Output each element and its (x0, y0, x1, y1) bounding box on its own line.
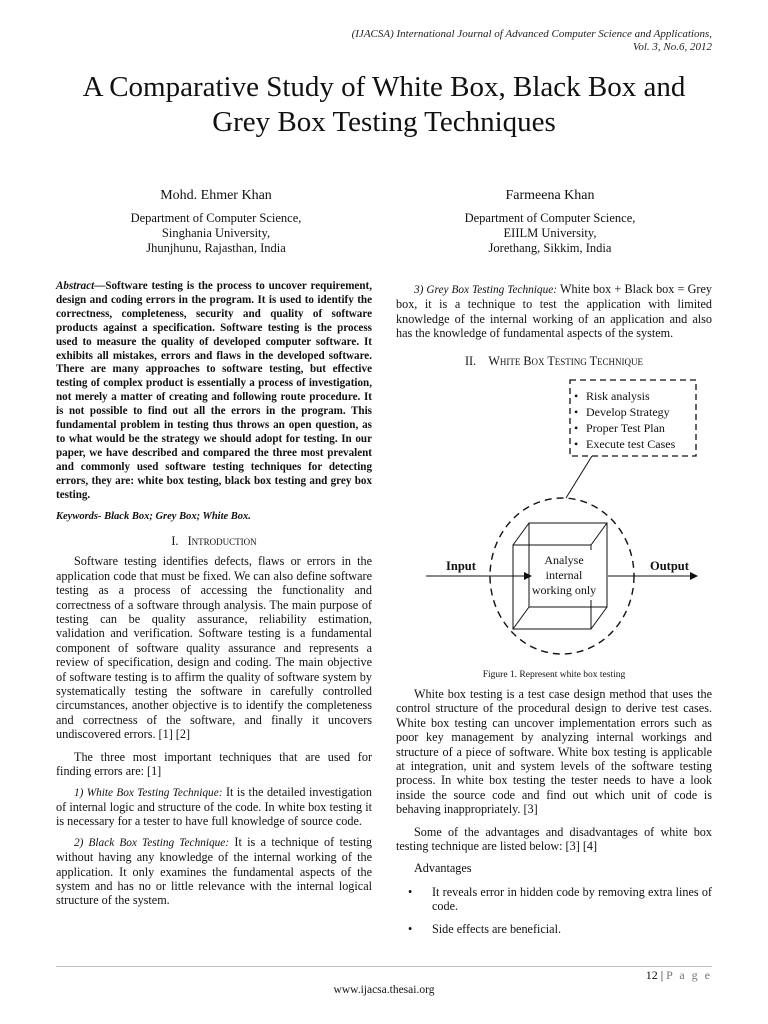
item-label: 3) Grey Box Testing Technique: (414, 284, 558, 296)
page-number-value: 12 (645, 968, 658, 982)
output-label: Output (650, 559, 689, 573)
section-title: White Box Testing Technique (488, 354, 644, 368)
strategy-item: Proper Test Plan (586, 421, 665, 435)
input-label: Input (446, 559, 476, 573)
strategy-bullet-icon: • (574, 437, 579, 451)
title-line-2: Grey Box Testing Techniques (212, 106, 556, 138)
input-arrowhead-icon (524, 572, 532, 580)
section-heading-intro (56, 534, 372, 548)
item-text: It is a technique of testing without having any knowledge of the internal working of the application. It only examines the fundamental aspects of the system and has no or little relevance with the internal logical structure of the system. (56, 834, 373, 908)
strategy-bullet-icon: • (574, 421, 579, 435)
keywords: Keywords- Black Box; Grey Box; White Box. (56, 511, 251, 522)
paper-title (40, 70, 728, 140)
intro-item-grey-box (396, 282, 712, 341)
strategy-bullet-icon: • (574, 405, 579, 419)
white-box-paragraph-1: White box testing is a test case design method that uses the control structure of the procedural design to derive test cases. White box testing can uncover implementation errors such as poor key management by analyzing internal workings and structure of a piece of software. White box testing is applicable at integration, unit and system levels of the software testing process. In white box testing the tester needs to have a look inside the source code and find out which unit of code is behaving inappropriately. [3] (396, 687, 712, 817)
item-label: 1) White Box Testing Technique: (74, 786, 223, 799)
journal-website: www.ijacsa.thesai.org (333, 984, 435, 996)
strategy-item: Risk analysis (586, 389, 650, 403)
item-text: It is the detailed investigation of internal logic and structure of the code. In white box testing it is necessary for a tester to have full knowledge of source code. (56, 784, 372, 829)
intro-item-white-box (56, 785, 372, 829)
section-number: II. (464, 354, 477, 368)
strategy-bullet-icon: • (574, 389, 579, 403)
abstract-text: —Software testing is the process to uncover requirement, design and coding errors in the program. It is used to identify the correctness, completeness, security and quality of software products against a specification. Software testing is the process used to measure the quality of developed computer software. It exhibits all mistakes, errors and flaws in the developed software. There are many approaches to software testing, but effective testing of complex product is essentially a process of investigation, not merely a matter of creating and following route procedure. It is not possible to find out all the errors in the program. This fundamental problem in testing thus throws an open question, as to what would be the strategy we should adopt for testing. In our paper, we have described and compared the three most prevalent and commonly used software testing techniques for detecting errors, they are: white box testing, black box testing and grey box testing. (56, 280, 372, 501)
author-block-1 (96, 187, 336, 256)
journal-volume: Vol. 3, No.6, 2012 (632, 41, 712, 53)
intro-item-black-box (56, 835, 372, 908)
journal-header (330, 28, 712, 54)
section-number: I. (171, 534, 179, 548)
center-line: internal (545, 568, 583, 582)
footer-divider (56, 966, 712, 967)
advantages-list (396, 885, 712, 936)
title-line-1: A Comparative Study of White Box, Black Box and (82, 71, 686, 103)
author-dept: Department of Computer Science, (130, 211, 302, 225)
strategy-list (574, 389, 676, 451)
page-word: P a g e (666, 968, 712, 982)
item-text: White box + Black box = Grey box, it is a technique to test the application with limited knowledge of the internal working of an application and also has the knowledge of fundamental aspects of the system. (396, 282, 712, 341)
journal-name: (IJACSA) International Journal of Advanced Computer Science and Applications, (351, 28, 712, 40)
bullet-icon: • (408, 921, 413, 936)
list-item (396, 885, 712, 914)
section-heading-white-box (396, 354, 712, 368)
strategy-item: Develop Strategy (586, 405, 670, 419)
author-org: EIILM University, (503, 226, 597, 240)
author-place: Jhunjhunu, Rajasthan, India (146, 241, 286, 255)
connector-line (566, 456, 592, 498)
list-item (396, 922, 712, 936)
author-name: Farmeena Khan (505, 188, 595, 203)
intro-paragraph-2: The three most important techniques that are used for finding errors are: [1] (56, 749, 372, 779)
figure-caption: Figure 1. Represent white box testing (482, 670, 626, 680)
white-box-figure (396, 372, 712, 662)
page-number (600, 968, 712, 983)
advantages-heading: Advantages (414, 861, 472, 876)
bullet-icon: • (408, 884, 413, 899)
list-item-text: It reveals error in hidden code by removing extra lines of code. (432, 884, 712, 914)
author-name: Mohd. Ehmer Khan (160, 188, 272, 203)
author-dept: Department of Computer Science, (464, 211, 636, 225)
center-line: working only (531, 583, 597, 597)
introduction-section (56, 534, 372, 908)
abstract (56, 280, 372, 503)
strategy-item: Execute test Cases (586, 437, 676, 451)
output-arrowhead-icon (690, 572, 698, 580)
white-box-section (396, 687, 712, 944)
item-label: 2) Black Box Testing Technique: (74, 836, 230, 849)
section-title: Introduction (187, 534, 257, 548)
author-block-2 (430, 187, 670, 256)
intro-paragraph-1: Software testing identifies defects, flaws or errors in the application code that must be fixed. We can also define software testing as a process of accessing the functionality and correctness of a software through analysis. The main purpose of testing can be quality assurance, reliability estimation, validation and verification. Software testing is a fundamental component of software quality assurance and represents a review of specification, design and coding. The main objective of software testing is to affirm the quality of software system by systematically testing the software in carefully controlled circumstances, another objective is to identify the completeness and correctness of the software, and finally it uncovers undiscovered errors. [1] [2] (56, 554, 372, 742)
author-org: Singhania University, (161, 226, 271, 240)
author-place: Jorethang, Sikkim, India (488, 241, 612, 255)
grey-box-item (396, 282, 712, 341)
center-line: Analyse (544, 553, 584, 567)
abstract-label: Abstract (56, 280, 95, 292)
list-item-text: Side effects are beneficial. (432, 921, 562, 936)
page-separator: | (657, 968, 667, 982)
white-box-paragraph-2: Some of the advantages and disadvantages of white box testing technique are listed below: [3] [4] (396, 824, 712, 854)
